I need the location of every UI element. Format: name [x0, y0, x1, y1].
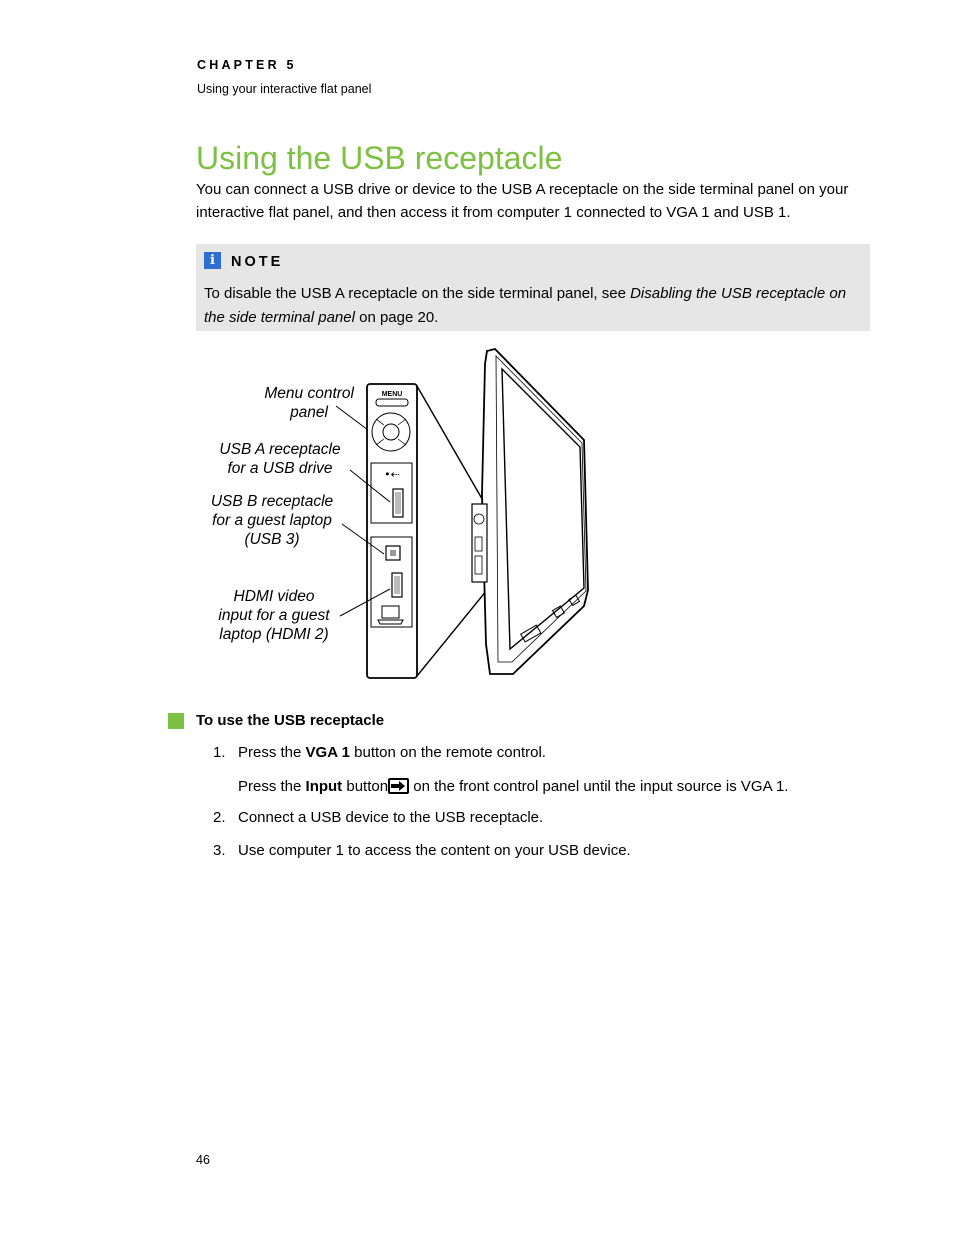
step-1-pre: Press the — [238, 744, 306, 761]
step-1-number: 1. — [213, 744, 226, 761]
usb-symbol-icon: •⇠ — [384, 468, 400, 481]
step-1-alt-pre: Press the — [238, 778, 306, 795]
usb-a-callout — [212, 440, 348, 478]
step-3-text: Use computer 1 to access the content on your USB device. — [238, 842, 631, 859]
input-button-icon — [388, 778, 409, 794]
intro-paragraph: You can connect a USB drive or device to the USB A receptacle on the side terminal panel on your interactive flat panel, and then access it from computer 1 connected to VGA 1 and USB 1. — [196, 181, 849, 221]
page-title: Using the USB receptacle — [196, 140, 563, 176]
procedure-title: To use the USB receptacle — [196, 712, 385, 729]
hdmi-callout-line3: laptop (HDMI 2) — [219, 626, 329, 643]
menu-callout-line1: Menu control — [264, 385, 354, 402]
note-box — [196, 244, 870, 331]
note-heading: NOTE — [231, 254, 284, 270]
step-1-alt-bold: Input — [305, 778, 343, 795]
flat-panel-side-terminal — [472, 504, 487, 582]
panel-figure — [200, 344, 592, 680]
page-number: 46 — [196, 1153, 210, 1167]
usb-b-callout-line1: USB B receptacle — [210, 493, 334, 510]
panel-menu-label: MENU — [381, 391, 403, 398]
hdmi-callout-line1: HDMI video — [233, 588, 315, 605]
step-2-number: 2. — [213, 809, 226, 826]
note-link[interactable]: Disabling the USB receptacle on the side terminal panel — [204, 285, 847, 326]
step-1-bold: VGA 1 — [305, 744, 350, 761]
hdmi-callout-line2: input for a guest — [218, 607, 330, 624]
usb-b-callout-line3: (USB 3) — [244, 531, 300, 548]
menu-callout — [258, 384, 354, 422]
usb-a-callout-line1: USB A receptacle — [219, 441, 341, 458]
usb-b-callout-line2: for a guest laptop — [212, 512, 332, 529]
step-1-alt-mid: button — [342, 778, 389, 795]
note-text — [204, 282, 864, 330]
chapter-subtitle: Using your interactive flat panel — [197, 82, 372, 96]
step-1-alt-text — [238, 777, 788, 797]
step-1-alt-post: on the front control panel until the input source is VGA 1. — [409, 778, 789, 795]
note-text-before: To disable the USB A receptacle on the side terminal panel, see — [204, 285, 631, 302]
usb-a-callout-line2: for a USB drive — [227, 460, 333, 477]
usb-b-callout — [204, 492, 340, 549]
step-1-post: button on the remote control. — [350, 744, 546, 761]
info-icon: i — [204, 252, 221, 269]
step-1-text — [238, 743, 546, 763]
procedure-marker-icon — [168, 713, 184, 729]
chapter-label: CHAPTER 5 — [197, 58, 297, 72]
menu-callout-line2: panel — [290, 404, 328, 421]
note-text-after: on page 20. — [354, 309, 439, 326]
hdmi-callout — [208, 587, 340, 644]
step-2-text: Connect a USB device to the USB receptacle. — [238, 809, 544, 826]
step-3-number: 3. — [213, 842, 226, 859]
